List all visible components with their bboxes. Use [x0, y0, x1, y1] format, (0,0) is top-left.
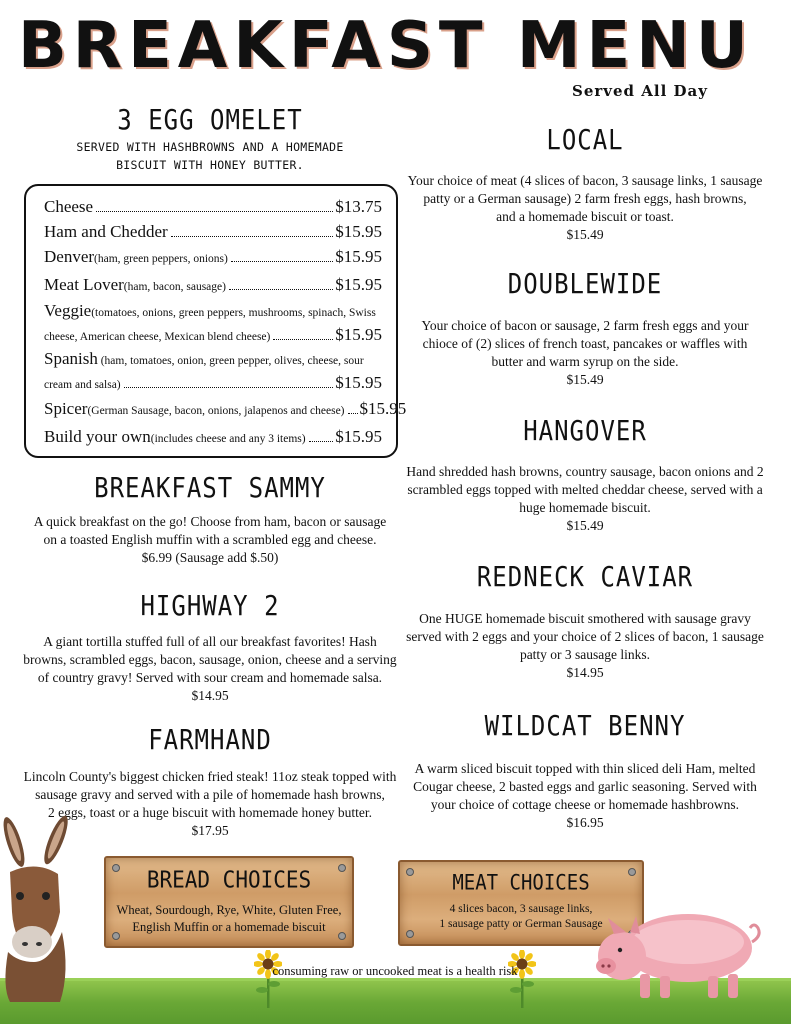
omelet-subheading [30, 138, 390, 174]
wildcat-benny-description [405, 760, 765, 832]
health-warning: consuming raw or uncooked meat is a health risk [272, 964, 518, 978]
desc-line: 2 eggs, toast or a huge biscuit with homemade honey butter. [48, 805, 372, 820]
omelet-heading: 3 EGG OMELET [117, 103, 303, 137]
item-detail-cont: cream and salsa) [44, 379, 121, 391]
farmhand-price: $17.95 [191, 823, 229, 838]
item-price: $13.75 [335, 197, 382, 216]
desc-line: patty or a German sausage) 2 farm fresh eggs, hash browns, [423, 191, 747, 206]
omelet-price-list [24, 184, 407, 458]
desc-line: and a homemade biscuit or toast. [496, 209, 674, 224]
item-name: Build your own [44, 427, 151, 446]
item-detail: (tomatoes, onions, green peppers, mushrooms, spinach, Swiss [91, 307, 376, 319]
omelet-item-spicer [44, 396, 407, 424]
desc-line: patty or 3 sausage links. [519, 647, 651, 662]
item-name: Meat Lover [44, 275, 124, 294]
leader-dots [96, 211, 333, 212]
bread-choices-line-1: Wheat, Sourdough, Rye, White, Gluten Free, [116, 903, 342, 917]
item-detail: (ham, green peppers, onions) [94, 253, 228, 265]
desc-line: Your choice of meat (4 slices of bacon, 3 sausage links, 1 sausage [407, 173, 763, 188]
desc-line: Your choice of bacon or sausage, 2 farm fresh eggs and your [421, 318, 749, 333]
omelet-item-veggie [44, 300, 382, 348]
desc-line: Lincoln County's biggest chicken fried steak! 11oz steak topped with [23, 769, 397, 784]
leader-dots [348, 413, 358, 414]
omelet-sub-line-2: BISCUIT WITH HONEY BUTTER. [116, 158, 304, 172]
desc-line: One HUGE homemade biscuit smothered with sausage gravy [419, 611, 751, 626]
item-price: $15.95 [335, 373, 382, 392]
desc-line: huge homemade biscuit. [519, 500, 651, 515]
desc-line: scrambled eggs topped with melted cheddar cheese, served with a [407, 482, 763, 497]
omelet-item-spanish [44, 348, 382, 396]
omelet-item-denver [44, 244, 382, 272]
wildcat-benny-heading: WILDCAT BENNY [484, 709, 686, 743]
wildcat-benny-price: $16.95 [566, 815, 604, 830]
item-detail: (German Sausage, bacon, onions, jalapenos and cheese) [87, 405, 345, 417]
breakfast-sammy-heading: BREAKFAST SAMMY [94, 471, 326, 505]
item-price: $15.95 [335, 222, 382, 241]
doublewide-description [405, 317, 765, 389]
sunflower-icon [508, 950, 536, 1008]
highway-2-heading: HIGHWAY 2 [140, 589, 280, 623]
nail-icon [112, 932, 120, 940]
sunflower-icon [254, 950, 282, 1008]
item-name: Cheese [44, 197, 94, 216]
leader-dots [231, 261, 333, 262]
item-name: Denver [44, 247, 95, 266]
desc-line: A quick breakfast on the go! Choose from ham, bacon or sausage [33, 514, 387, 529]
omelet-item-meat-lover [44, 272, 382, 300]
omelet-item-build-your-own [44, 424, 382, 452]
farmhand-heading: FARMHAND [148, 723, 272, 757]
hangover-heading: HANGOVER [523, 414, 647, 448]
local-price: $15.49 [566, 227, 604, 242]
item-detail: (ham, tomatoes, onion, green pepper, olives, cheese, sour [97, 355, 364, 367]
desc-line: sausage gravy and served with a pile of homemade hash browns, [35, 787, 385, 802]
nail-icon [338, 932, 346, 940]
donkey-illustration [0, 812, 78, 1002]
omelet-item-ham-chedder [44, 219, 382, 244]
meat-choices-line-1: 4 slices bacon, 3 sausage links, [449, 903, 593, 915]
desc-line: browns, scrambled eggs, bacon, sausage, onion, cheese and a serving [23, 652, 397, 667]
item-price: $15.95 [335, 275, 382, 294]
item-detail: (ham, bacon, sausage) [123, 281, 226, 293]
menu-subtitle: Served All Day [572, 82, 708, 100]
doublewide-price: $15.49 [566, 372, 604, 387]
hangover-price: $15.49 [566, 518, 604, 533]
omelet-item-cheese [44, 194, 382, 219]
breakfast-sammy-price: $6.99 (Sausage add $.50) [141, 550, 279, 565]
desc-line: on a toasted English muffin with a scrambled egg and cheese. [43, 532, 377, 547]
breakfast-sammy-description [20, 513, 400, 567]
desc-line: A giant tortilla stuffed full of all our breakfast favorites! Hash [43, 634, 377, 649]
meat-choices-line-2: 1 sausage patty or German Sausage [439, 918, 603, 930]
local-description [405, 172, 765, 244]
highway-2-price: $14.95 [191, 688, 229, 703]
item-name: Spicer [44, 399, 88, 418]
desc-line: your choice of cottage cheese or homemade hashbrowns. [430, 797, 740, 812]
item-name: Ham and Chedder [44, 222, 168, 241]
highway-2-description [10, 633, 410, 705]
item-name: Veggie [44, 301, 92, 320]
bread-choices-sign [104, 856, 354, 948]
item-detail: (includes cheese and any 3 items) [150, 433, 306, 445]
item-price: $15.95 [335, 427, 382, 446]
desc-line: of country gravy! Served with sour cream and homemade salsa. [37, 670, 383, 685]
pig-illustration [596, 904, 766, 1000]
menu-title: BREAKFAST MENU [18, 9, 754, 83]
leader-dots [171, 236, 334, 237]
leader-dots [309, 441, 334, 442]
desc-line: Hand shredded hash browns, country sausage, bacon onions and 2 [406, 464, 764, 479]
leader-dots [229, 289, 333, 290]
omelet-sub-line-1: SERVED WITH HASHBROWNS AND A HOMEMADE [76, 140, 344, 154]
leader-dots [124, 387, 334, 388]
desc-line: served with 2 eggs and your choice of 2 slices of bacon, 1 sausage [406, 629, 764, 644]
bread-choices-heading: BREAD CHOICES [146, 866, 312, 894]
desc-line: Cougar cheese, 2 basted eggs and garlic seasoning. Served with [413, 779, 757, 794]
item-name: Spanish [44, 349, 98, 368]
desc-line: butter and warm syrup on the side. [491, 354, 679, 369]
redneck-caviar-heading: REDNECK CAVIAR [476, 560, 694, 594]
item-price: $15.95 [335, 325, 382, 344]
hangover-description [405, 463, 765, 535]
item-price: $15.95 [335, 247, 382, 266]
redneck-caviar-description [405, 610, 765, 682]
redneck-caviar-price: $14.95 [566, 665, 604, 680]
local-heading: LOCAL [546, 123, 624, 157]
bread-choices-line-2: English Muffin or a homemade biscuit [132, 920, 326, 934]
doublewide-heading: DOUBLEWIDE [507, 267, 663, 301]
item-price: $15.95 [359, 399, 407, 418]
meat-choices-heading: MEAT CHOICES [452, 870, 590, 896]
desc-line: A warm sliced biscuit topped with thin sliced deli Ham, melted [414, 761, 756, 776]
item-detail-cont: cheese, American cheese, Mexican blend cheese) [44, 331, 271, 343]
leader-dots [273, 339, 333, 340]
desc-line: chioce of (2) slices of french toast, pancakes or waffles with [422, 336, 748, 351]
nail-icon [406, 930, 414, 938]
